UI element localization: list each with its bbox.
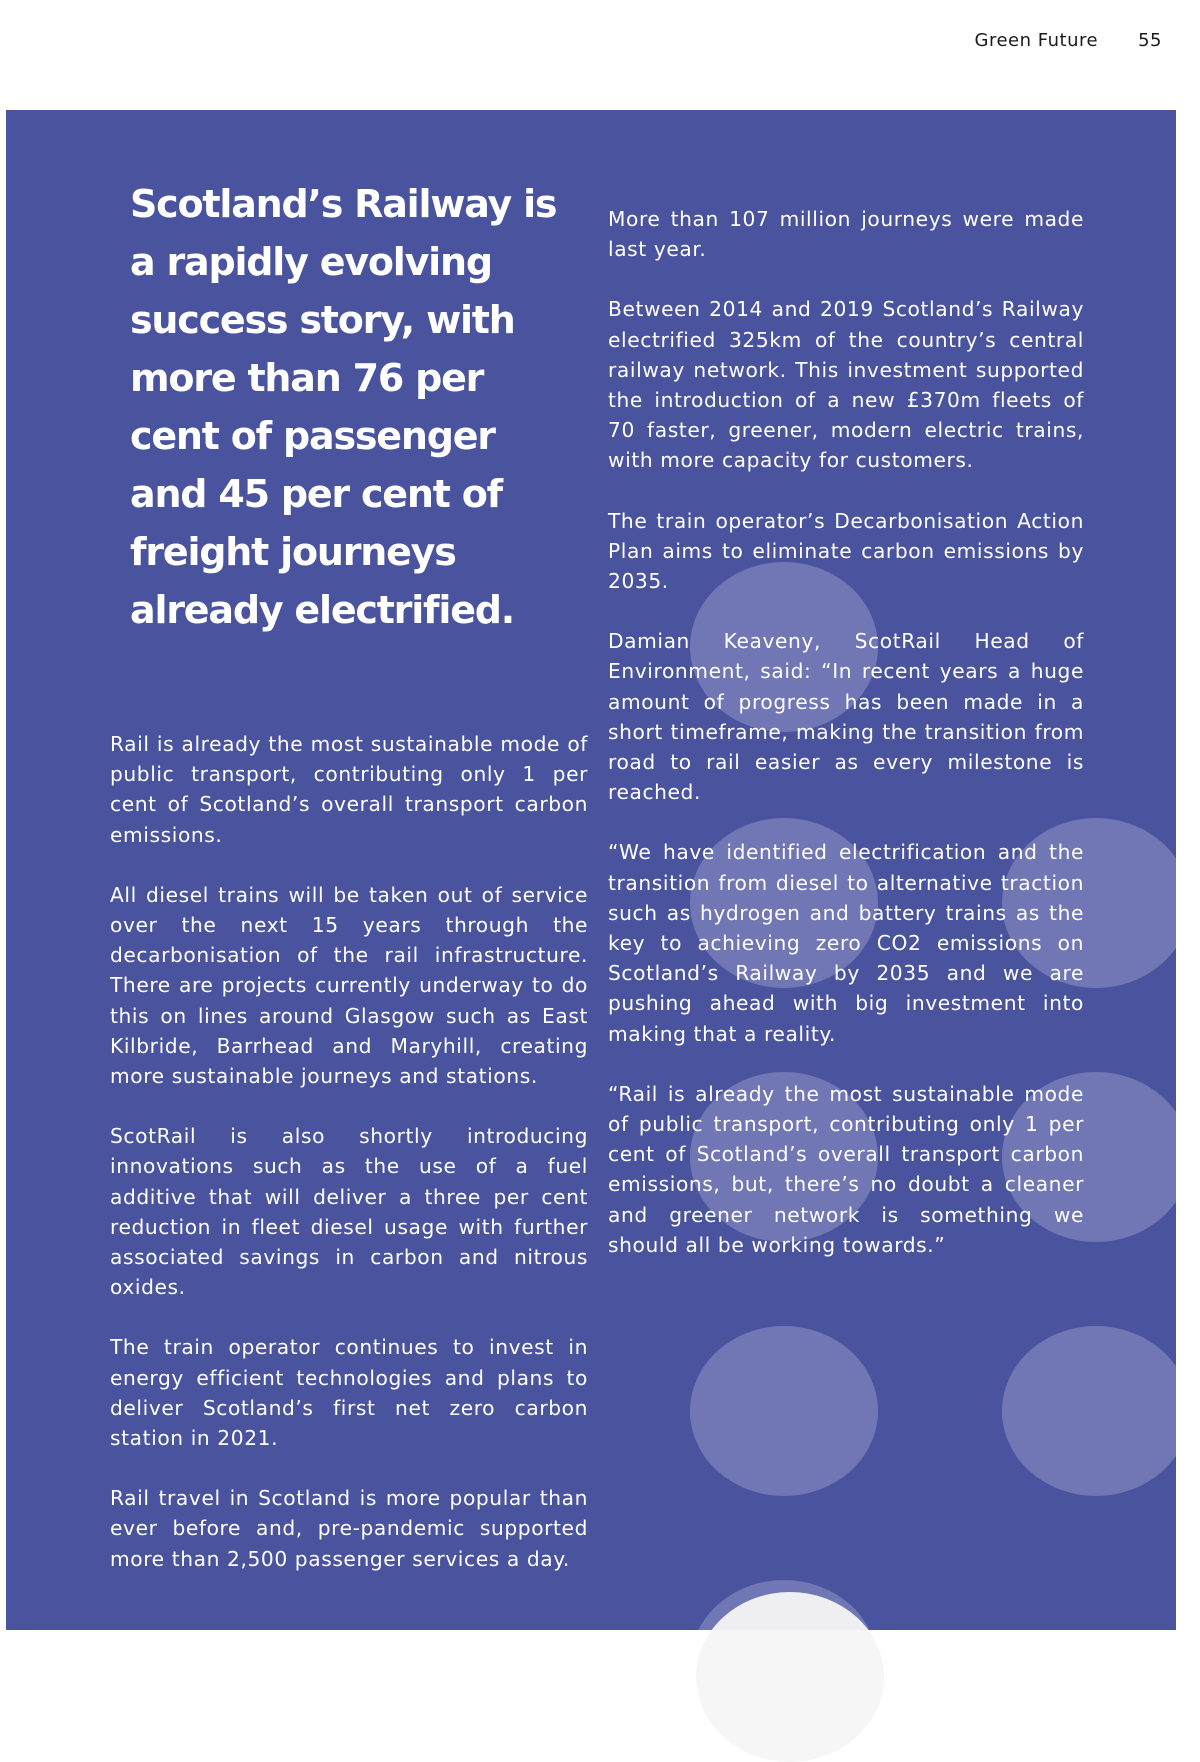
paragraph: “Rail is already the most sustainable mode of public transport, contributing only 1 per cent of Scotland’s overall transport carbon emissions, but, there’s no doubt a cleaner and greener network is something we should all be working towards.” xyxy=(608,1081,1084,1257)
paragraph: All diesel trains will be taken out of service over the next 15 years through the decarbonisation of the rail infrastructure. There are projects currently underway to do this on lines around Glasgow such as East Kilbride, Barrhead and Maryhill, creating more sustainable journeys and stations. xyxy=(110,882,588,1089)
paragraph: Between 2014 and 2019 Scotland’s Railway electrified 325km of the country’s central railway network. This investment supported the introduction of a new £370m fleets of 70 faster, greener, modern electric trains, with more capacity for customers. xyxy=(608,297,1084,473)
decorative-circle xyxy=(690,1326,878,1496)
content-panel xyxy=(6,110,1176,1630)
paragraph: Damian Keaveny, ScotRail Head of Environment, said: “In recent years a huge amount of progress has been made in a short timeframe, making the transition from road to rail easier as every milestone is reached. xyxy=(608,629,1084,805)
paragraph: Rail travel in Scotland is more popular than ever before and, pre-pandemic supported more than 2,500 passenger services a day. xyxy=(110,1486,588,1571)
paragraph: “We have identified electrification and the transition from diesel to alternative traction such as hydrogen and battery trains as the key to achieving zero CO2 emissions on Scotland’s Railway by 2035 and we are pushing ahead with big investment into making that a reality. xyxy=(608,840,1084,1046)
section-title: Green Future xyxy=(974,30,1099,51)
decorative-circle xyxy=(696,1592,884,1762)
page-number: 55 xyxy=(1138,30,1162,51)
paragraph: ScotRail is also shortly introducing innovations such as the use of a fuel additive that will deliver a three per cent reduction in fleet diesel usage with further associated savings in carbon and nitrous oxides. xyxy=(110,1124,588,1300)
paragraph: The train operator continues to invest in energy efficient technologies and plans to deliver Scotland’s first net zero carbon station in 2021. xyxy=(110,1335,588,1451)
right-column xyxy=(608,204,1084,1290)
paragraph: More than 107 million journeys were made last year. xyxy=(608,207,1084,262)
decorative-circle xyxy=(1002,1326,1176,1496)
headline: Scotland’s Railway is a rapidly evolving success story, with more than 76 per cent of passenger and 45 per cent of freight journeys already electrified. xyxy=(130,182,557,632)
paragraph: Rail is already the most sustainable mode of public transport, contributing only 1 per cent of Scotland’s overall transport carbon emissions. xyxy=(110,732,588,847)
left-body xyxy=(110,729,588,1574)
paragraph: The train operator’s Decarbonisation Action Plan aims to eliminate carbon emissions by 2035. xyxy=(608,508,1084,594)
page-header xyxy=(975,30,1162,51)
left-column xyxy=(110,175,588,1604)
